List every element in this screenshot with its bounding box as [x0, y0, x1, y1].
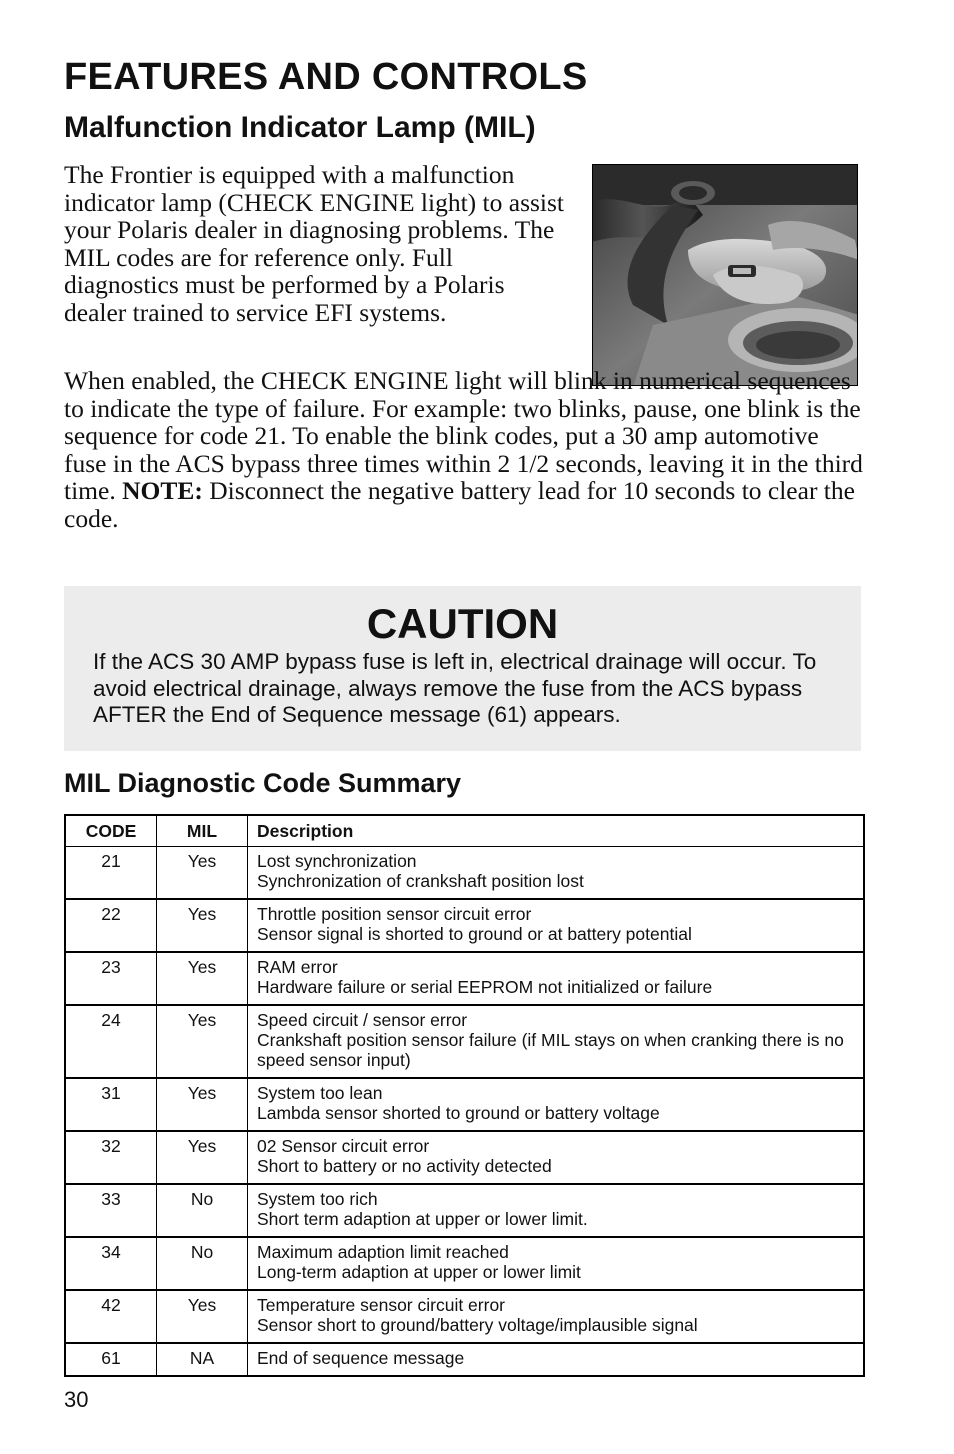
page-title: FEATURES AND CONTROLS [64, 56, 588, 98]
mil-cell: Yes [157, 847, 248, 900]
caution-title: CAUTION [366, 600, 559, 647]
mil-code-table [64, 814, 865, 1377]
mil-cell: Yes [157, 899, 248, 952]
table-row [65, 952, 864, 1005]
code-cell: 22 [65, 899, 157, 952]
engine-photo-illustration [593, 165, 858, 386]
column-header-description: Description [248, 815, 865, 847]
description-detail: Short to battery or no activity detected [257, 1156, 552, 1176]
description-title: 02 Sensor circuit error [257, 1136, 430, 1156]
description-title: RAM error [257, 957, 338, 977]
blink-code-text: When enabled, the CHECK ENGINE light will blink in numerical sequences to indicate the type of failure. For example: two blinks, pause, one blink is the sequence for code 21. To enable the blink codes, put a 30 amp automotive fuse in the ACS bypass three times within 2 1/2 seconds, leaving it in the third time. [64, 366, 863, 506]
code-cell: 24 [65, 1005, 157, 1078]
table-heading: MIL Diagnostic Code Summary [64, 768, 462, 798]
mil-cell: NA [157, 1343, 248, 1376]
intro-paragraph: The Frontier is equipped with a malfunction indicator lamp (CHECK ENGINE light) to assist your Polaris dealer in diagnosing problems. The MIL codes are for reference only. Full diagnostics must be performed by a Polaris dealer trained to service EFI systems. [64, 160, 565, 327]
code-cell: 33 [65, 1184, 157, 1237]
mil-cell: Yes [157, 1078, 248, 1131]
description-cell [248, 1237, 865, 1290]
page-number: 30 [64, 1387, 89, 1412]
description-title: Speed circuit / sensor error [257, 1010, 468, 1030]
code-cell: 31 [65, 1078, 157, 1131]
table-row [65, 847, 864, 900]
code-cell: 42 [65, 1290, 157, 1343]
description-detail: Lambda sensor shorted to ground or battery voltage [257, 1103, 660, 1123]
table-row [65, 1078, 864, 1131]
table-row [65, 1184, 864, 1237]
mil-cell: Yes [157, 1290, 248, 1343]
code-cell: 61 [65, 1343, 157, 1376]
description-detail: Short term adaption at upper or lower limit. [257, 1209, 588, 1229]
description-title: Maximum adaption limit reached [257, 1242, 509, 1262]
section-heading: Malfunction Indicator Lamp (MIL) [64, 111, 536, 144]
caution-box [64, 586, 861, 751]
description-cell [248, 1078, 865, 1131]
mil-cell: No [157, 1237, 248, 1290]
description-detail: Sensor short to ground/battery voltage/implausible signal [257, 1315, 698, 1335]
code-cell: 34 [65, 1237, 157, 1290]
mil-cell: Yes [157, 1131, 248, 1184]
description-detail: Synchronization of crankshaft position lost [257, 871, 584, 891]
engine-photo [592, 164, 858, 386]
note-label: NOTE: [122, 476, 203, 506]
column-header-mil: MIL [157, 815, 248, 847]
code-cell: 23 [65, 952, 157, 1005]
description-cell [248, 1343, 865, 1376]
description-detail: Sensor signal is shorted to ground or at battery potential [257, 924, 692, 944]
description-cell [248, 1290, 865, 1343]
description-title: Lost synchronization [257, 851, 417, 871]
mil-cell: Yes [157, 952, 248, 1005]
description-title: Temperature sensor circuit error [257, 1295, 505, 1315]
description-cell [248, 1005, 865, 1078]
description-cell [248, 952, 865, 1005]
column-header-code: CODE [65, 815, 157, 847]
description-cell [248, 1131, 865, 1184]
table-row [65, 1290, 864, 1343]
description-title: End of sequence message [257, 1348, 465, 1368]
description-title: Throttle position sensor circuit error [257, 904, 532, 924]
blink-code-paragraph [64, 367, 864, 533]
caution-text: If the ACS 30 AMP bypass fuse is left in, electrical drainage will occur. To avoid electrical drainage, always remove the fuse from the ACS bypass AFTER the End of Sequence message (61) appears. [93, 649, 817, 727]
table-row [65, 1005, 864, 1078]
table-row [65, 899, 864, 952]
table-row [65, 1237, 864, 1290]
table-row [65, 1131, 864, 1184]
table-header-row [65, 815, 864, 847]
description-cell [248, 899, 865, 952]
code-cell: 32 [65, 1131, 157, 1184]
code-cell: 21 [65, 847, 157, 900]
description-cell [248, 1184, 865, 1237]
description-detail: Hardware failure or serial EEPROM not initialized or failure [257, 977, 713, 997]
mil-cell: No [157, 1184, 248, 1237]
description-title: System too rich [257, 1189, 378, 1209]
table-row [65, 1343, 864, 1376]
note-text: Disconnect the negative battery lead for 10 seconds to clear the code. [64, 476, 855, 533]
description-title: System too lean [257, 1083, 383, 1103]
mil-cell: Yes [157, 1005, 248, 1078]
description-detail: Crankshaft position sensor failure (if MIL stays on when cranking there is no speed sensor input) [257, 1030, 844, 1070]
description-detail: Long-term adaption at upper or lower limit [257, 1262, 581, 1282]
description-cell [248, 847, 865, 900]
